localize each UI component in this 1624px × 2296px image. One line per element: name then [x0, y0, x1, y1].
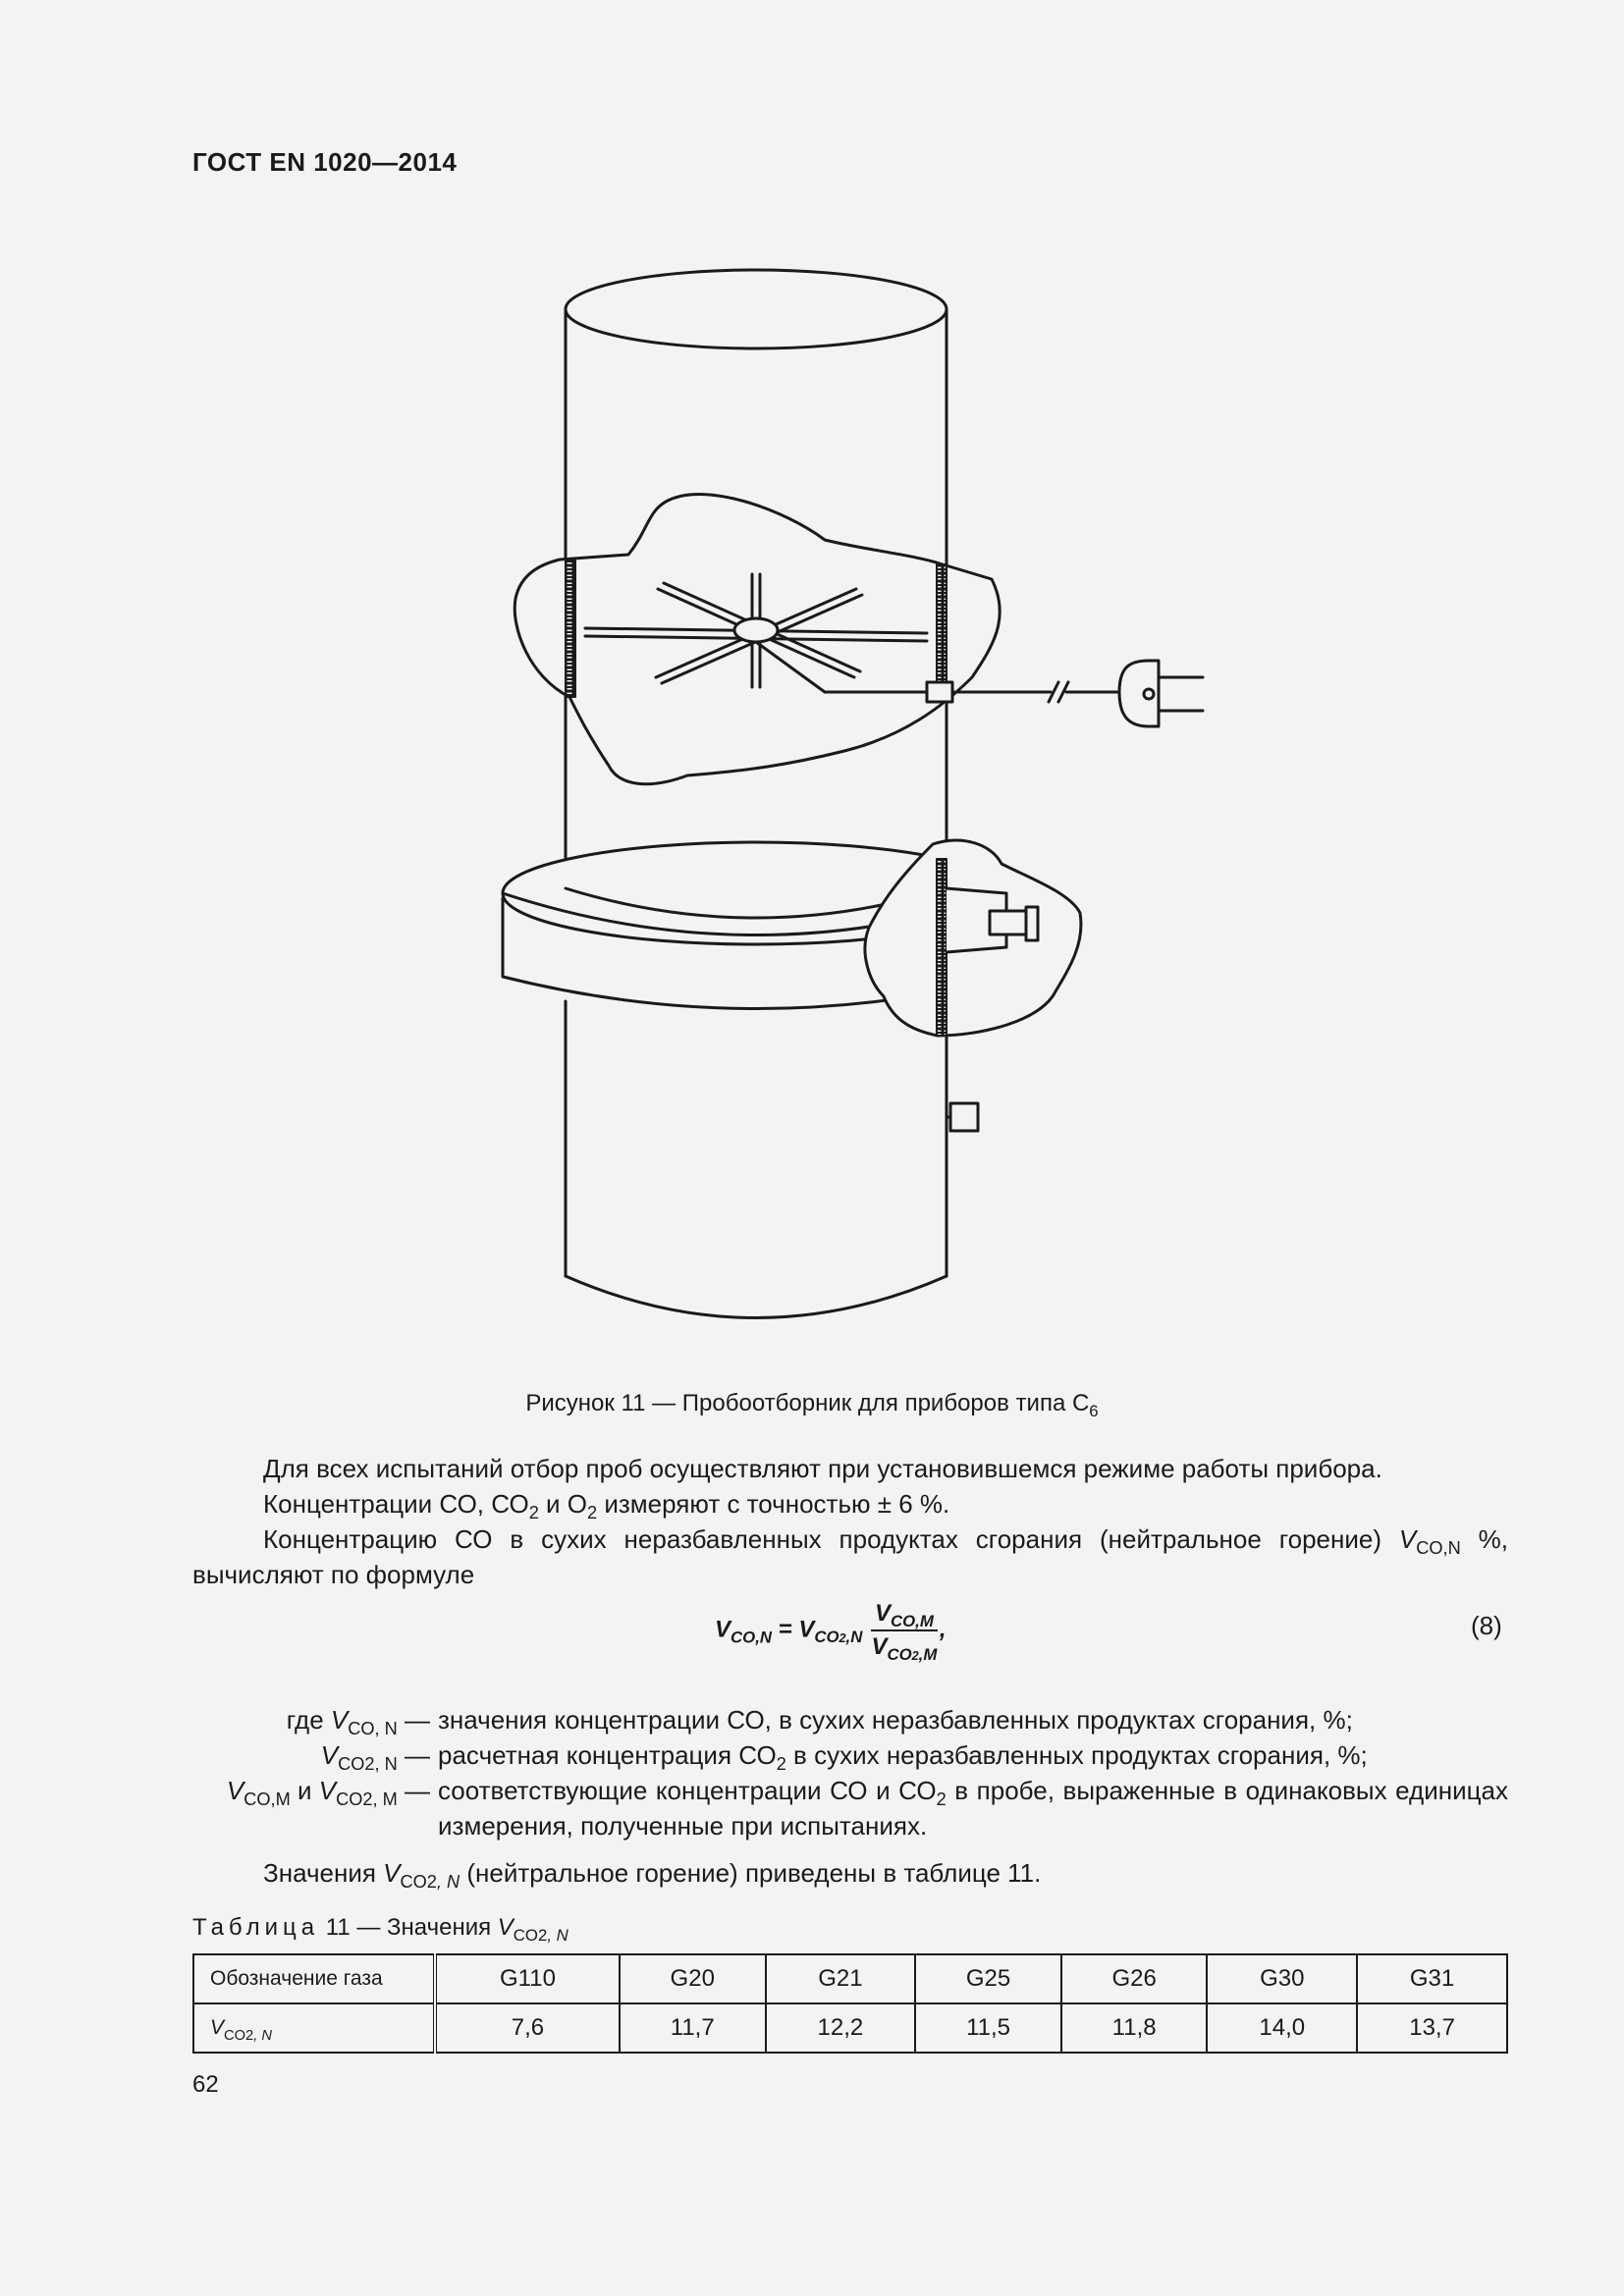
table-row	[193, 2003, 1507, 2053]
page-number: 62	[192, 2071, 219, 2098]
def-text-2: расчетная концентрация $СО_2$ в сухих неразбавленных продуктах сгорания, %;	[438, 1740, 1368, 1774]
document-header: ГОСТ EN 1020—2014	[192, 147, 458, 177]
upper-cutaway	[514, 495, 1203, 784]
row-label-vco2n: $V_{CO2, N}$	[193, 2003, 435, 2053]
header-cell: G30	[1207, 1954, 1357, 2003]
table-header-row	[193, 1954, 1507, 2003]
paragraph-2: Концентрации СО, $СО_2$ и $О_2$ измеряют с точностью ± 6 %.	[263, 1489, 950, 1522]
header-cell: G20	[620, 1954, 766, 2003]
def-text-3: соответствующие концентрации СО и $СО_2$ в пробе, выраженные в одинаковых единицах измерения, полученные при испытаниях.	[438, 1776, 1508, 1841]
value-cell: 14,0	[1207, 2003, 1357, 2053]
header-cell-gas: Обозначение газа	[193, 1954, 435, 2003]
formula-8: $V_{CO,N} = V_{CO2,N}$ $\frac{V_{CO,M}}{V_{CO2,M}}$ ,	[715, 1600, 947, 1664]
formula-number: (8)	[1471, 1611, 1502, 1640]
header-cell: G25	[915, 1954, 1061, 2003]
value-cell: 11,7	[620, 2003, 766, 2053]
def-label-2: $V_{CO2, N}$ —	[320, 1740, 430, 1774]
paragraph-1: Для всех испытаний отбор проб осуществляют при установившемся режиме работы прибора.	[263, 1454, 1382, 1483]
value-cell: 7,6	[435, 2003, 620, 2053]
header-cell: G21	[766, 1954, 916, 2003]
gas-values-table	[192, 1953, 1508, 2054]
table-caption: Таблица 11 — Значения $V_{CO2, N}$	[192, 1914, 568, 1945]
paragraph-3: Концентрацию СО в сухих неразбавленных продуктах сгорания (нейтральное горение) $V_{CO,N}$ %, вычисляют по формуле	[192, 1524, 1508, 1589]
value-cell: 12,2	[766, 2003, 916, 2053]
def-text-1: значения концентрации СО, в сухих неразбавленных продуктах сгорания, %;	[438, 1705, 1353, 1735]
paragraph-4: Значения $V_{CO2, N}$ (нейтральное горение) приведены в таблице 11.	[263, 1858, 1042, 1892]
value-cell: 11,8	[1061, 2003, 1208, 2053]
def-label-3: $V_{CO,M}$ и $V_{CO2, M}$ —	[226, 1776, 430, 1809]
value-cell: 13,7	[1357, 2003, 1507, 2053]
def-label-1: где $V_{CO, N}$ —	[286, 1705, 430, 1738]
value-cell: 11,5	[915, 2003, 1061, 2053]
header-cell: G31	[1357, 1954, 1507, 2003]
lower-pipe	[566, 1001, 978, 1318]
header-cell: G110	[435, 1954, 620, 2003]
figure-caption: Рисунок 11 — Пробоотборник для приборов типа $С_6$	[525, 1390, 1099, 1420]
header-cell: G26	[1061, 1954, 1208, 2003]
